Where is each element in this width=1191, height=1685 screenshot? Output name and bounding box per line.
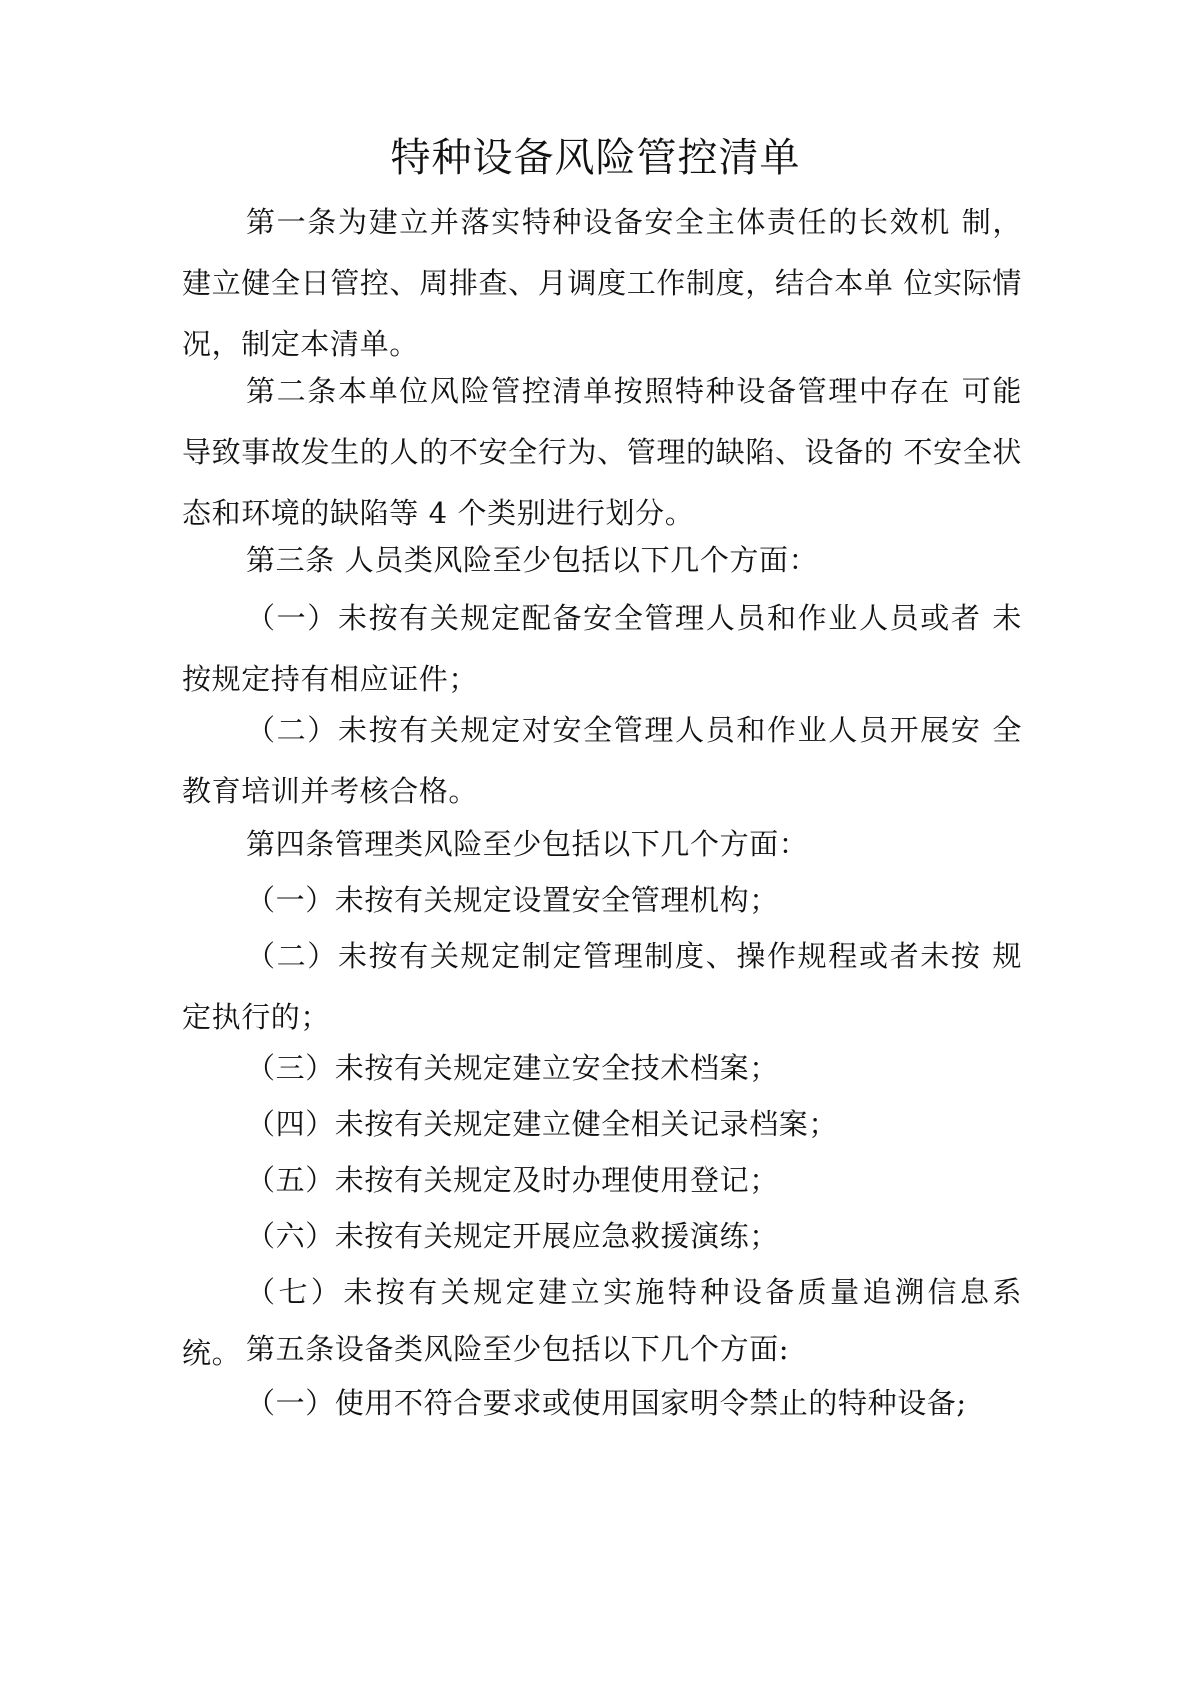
article-4-item-3: （三）未按有关规定建立安全技术档案； [246, 1051, 779, 1085]
article-3-item-1: （一）未按有关规定配备安全管理人员和作业人员或者 未按规定持有相应证件； [182, 601, 1022, 696]
article-4-item-5: （五）未按有关规定及时办理使用登记； [246, 1163, 779, 1197]
article-3: 第三条 人员类风险至少包括以下几个方面： [246, 543, 819, 577]
article-4-item-7: （七）未按有关规定建立实施特种设备质量追溯信息系 统。 [182, 1275, 1022, 1370]
article-4: 第四条管理类风险至少包括以下几个方面： [246, 827, 809, 861]
article-5-item-1: （一）使用不符合要求或使用国家明令禁止的特种设备; [246, 1386, 967, 1420]
article-3-item-2: （二）未按有关规定对安全管理人员和作业人员开展安 全教育培训并考核合格。 [182, 713, 1022, 808]
document-title: 特种设备风险管控清单 [390, 135, 801, 181]
article-4-item-6: （六）未按有关规定开展应急救援演练； [246, 1219, 779, 1253]
article-5: 第五条设备类风险至少包括以下几个方面: [246, 1332, 790, 1366]
article-4-item-4: （四）未按有关规定建立健全相关记录档案； [246, 1107, 839, 1141]
article-4-item-2: （二）未按有关规定制定管理制度、操作规程或者未按 规定执行的； [182, 939, 1022, 1034]
article-4-item-1: （一）未按有关规定设置安全管理机构； [246, 883, 779, 917]
article-1: 第一条为建立并落实特种设备安全主体责任的长效机 制，建立健全日管控、周排查、月调度工作制度，结合本单 位实际情况，制定本清单。 [182, 205, 1022, 361]
article-2: 第二条本单位风险管控清单按照特种设备管理中存在 可能导致事故发生的人的不安全行为、管理的缺陷、设备的 不安全状态和环境的缺陷等 4 个类别进行划分。 [182, 374, 1022, 530]
